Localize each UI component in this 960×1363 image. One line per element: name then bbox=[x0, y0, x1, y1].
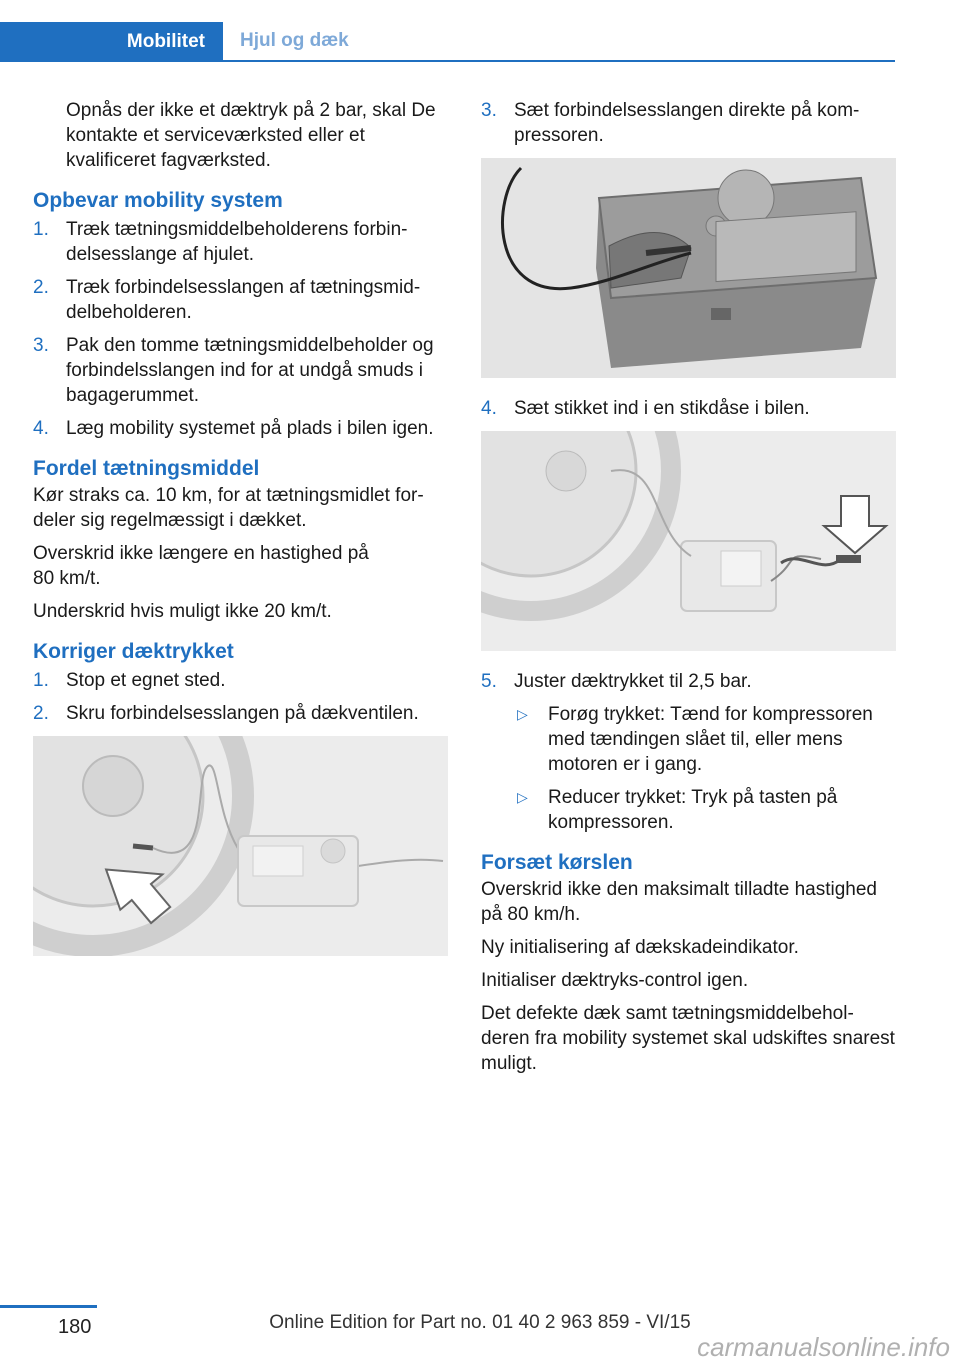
item-text: Skru forbindelsesslangen på dækventilen. bbox=[66, 703, 419, 724]
item-text: Træk tætningsmiddelbeholderens forbindelsesslange af hjulet. bbox=[66, 219, 408, 265]
illustration-compressor bbox=[481, 158, 896, 378]
item-number: 1. bbox=[33, 219, 49, 240]
item-text: Sæt forbindelsesslangen direkte på kompressoren. bbox=[514, 100, 860, 146]
heading-korriger: Korriger dæktrykket bbox=[33, 640, 234, 663]
list-item bbox=[33, 701, 448, 726]
sub-item-text: Forøg trykket: Tænd for kompressoren med tændingen slået til, eller mens motoren er i gang. bbox=[548, 704, 873, 775]
heading-fordel: Fordel tætningsmiddel bbox=[33, 457, 260, 480]
item-text: Juster dæktrykket til 2,5 bar. bbox=[514, 671, 752, 692]
item-number: 2. bbox=[33, 277, 49, 298]
item-number: 3. bbox=[481, 100, 497, 121]
heading-forsaet: Forsæt kørslen bbox=[481, 851, 633, 874]
list-opbevar bbox=[33, 217, 448, 441]
list-item bbox=[33, 275, 448, 325]
list-steps-a bbox=[481, 98, 896, 148]
list-item bbox=[33, 333, 448, 408]
list-item bbox=[481, 669, 896, 835]
list-item bbox=[481, 98, 896, 148]
item-number: 3. bbox=[33, 335, 49, 356]
sub-item-text: Reducer trykket: Tryk på tasten på kompressoren. bbox=[548, 787, 838, 833]
triangle-bullet-icon: ▷ bbox=[517, 789, 528, 805]
list-korriger bbox=[33, 668, 448, 726]
item-text: Pak den tomme tætningsmiddelbeholder og forbindelsslangen ind for at undgå smuds i bagagerummet. bbox=[66, 335, 434, 406]
triangle-bullet-icon: ▷ bbox=[517, 706, 528, 722]
list-item bbox=[33, 416, 448, 441]
left-column bbox=[33, 98, 448, 974]
paragraph: Overskrid ikke den maksimalt tilladte hastighed på 80 km/h. bbox=[481, 879, 878, 925]
item-text: Stop et egnet sted. bbox=[66, 670, 226, 691]
list-item bbox=[481, 396, 896, 421]
paragraph: Underskrid hvis muligt ikke 20 km/t. bbox=[33, 601, 332, 622]
illustration-power-socket bbox=[481, 431, 896, 651]
heading-opbevar: Opbevar mobility system bbox=[33, 189, 283, 212]
item-text: Sæt stikket ind i en stikdåse i bilen. bbox=[514, 398, 810, 419]
sub-list-item bbox=[514, 785, 896, 835]
paragraph: Det defekte dæk samt tætningsmiddelbeholderen fra mobility systemet skal udskiftes snarest muligt. bbox=[481, 1003, 895, 1074]
header-tabs bbox=[0, 22, 895, 62]
footer-edition: Online Edition for Part no. 01 40 2 963 859 - VI/15 bbox=[269, 1312, 691, 1333]
item-number: 5. bbox=[481, 671, 497, 692]
paragraph: Kør straks ca. 10 km, for at tætningsmidlet fordeler sig regelmæssigt i dækket. bbox=[33, 485, 424, 531]
right-column bbox=[481, 98, 896, 1084]
page-number-rule bbox=[0, 1305, 97, 1308]
list-item bbox=[33, 217, 448, 267]
item-number: 4. bbox=[481, 398, 497, 419]
item-number: 4. bbox=[33, 418, 49, 439]
tab-hjul-og-daek[interactable]: Hjul og dæk bbox=[223, 22, 895, 62]
illustration-valve-connection bbox=[33, 736, 448, 956]
list-steps-c bbox=[481, 669, 896, 835]
tab-mobilitet[interactable]: Mobilitet bbox=[0, 22, 223, 62]
item-text: Træk forbindelsesslangen af tætningsmiddelbeholderen. bbox=[66, 277, 421, 323]
intro-paragraph: Opnås der ikke et dæktryk på 2 bar, skal De kontakte et serviceværksted eller et kvalificeret fagværksted. bbox=[66, 100, 436, 171]
paragraph: Ny initialisering af dækskadeindikator. bbox=[481, 937, 799, 958]
watermark: carmanualsonline.info bbox=[697, 1332, 950, 1362]
item-text: Læg mobility systemet på plads i bilen igen. bbox=[66, 418, 434, 439]
paragraph: Initialiser dæktryks-control igen. bbox=[481, 970, 749, 991]
sub-list-item bbox=[514, 702, 896, 777]
page-number: 180 bbox=[58, 1316, 92, 1338]
list-steps-b bbox=[481, 396, 896, 421]
item-number: 1. bbox=[33, 670, 49, 691]
paragraph: Overskrid ikke længere en hastighed på 80 km/t. bbox=[33, 543, 369, 589]
list-item bbox=[33, 668, 448, 693]
item-number: 2. bbox=[33, 703, 49, 724]
sub-list bbox=[514, 702, 896, 835]
